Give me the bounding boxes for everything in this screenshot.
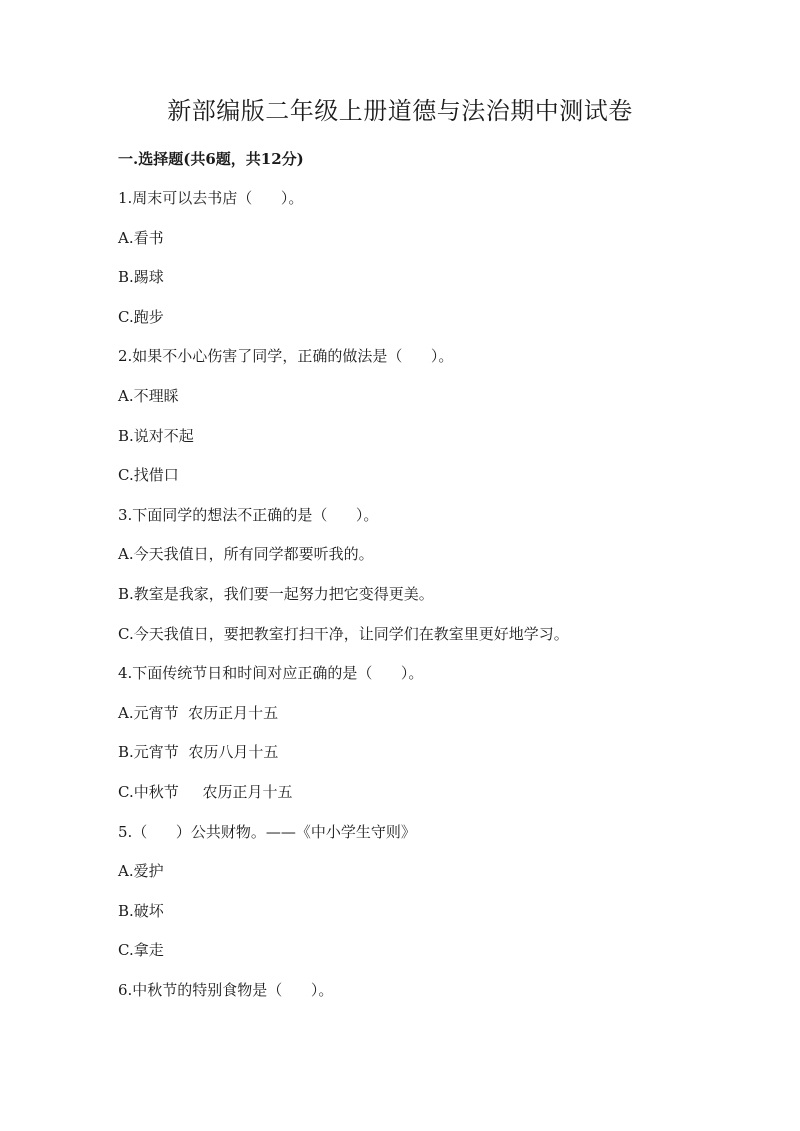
option-line: A.爱护 bbox=[118, 862, 164, 881]
option-line: C.找借口 bbox=[118, 466, 179, 485]
option-line: B.元宵节 农历八月十五 bbox=[118, 743, 279, 762]
question-line: 6.中秋节的特别食物是（ ）。 bbox=[118, 980, 334, 999]
option-line: B.教室是我家，我们要一起努力把它变得更美。 bbox=[118, 584, 434, 603]
option-line: C.中秋节 农历正月十五 bbox=[118, 782, 293, 801]
option-line: A.不理睬 bbox=[118, 386, 179, 405]
page-title: 新部编版二年级上册道德与法治期中测试卷 bbox=[167, 97, 633, 125]
option-line: C.跑步 bbox=[118, 307, 164, 326]
option-line: A.看书 bbox=[118, 228, 164, 247]
option-line: B.说对不起 bbox=[118, 426, 194, 445]
option-line: B.破坏 bbox=[118, 901, 164, 920]
option-line: A.今天我值日，所有同学都要听我的。 bbox=[118, 545, 374, 564]
section-heading: 一.选择题(共6题，共12分) bbox=[118, 150, 304, 168]
option-line: A.元宵节 农历正月十五 bbox=[118, 703, 279, 722]
question-line: 3.下面同学的想法不正确的是（ ）。 bbox=[118, 505, 379, 524]
question-line: 4.下面传统节日和时间对应正确的是（ ）。 bbox=[118, 664, 424, 683]
question-list bbox=[118, 187, 738, 1018]
question-line: 1.周末可以去书店（ ）。 bbox=[118, 189, 304, 207]
option-line: C.今天我值日，要把教室打扫干净，让同学们在教室里更好地学习。 bbox=[118, 624, 569, 643]
question-line: 5.（ ）公共财物。——《中小学生守则》 bbox=[118, 822, 416, 841]
option-line: C.拿走 bbox=[118, 941, 164, 960]
option-line: B.踢球 bbox=[118, 268, 164, 287]
question-line: 2.如果不小心伤害了同学，正确的做法是（ ）。 bbox=[118, 347, 454, 366]
